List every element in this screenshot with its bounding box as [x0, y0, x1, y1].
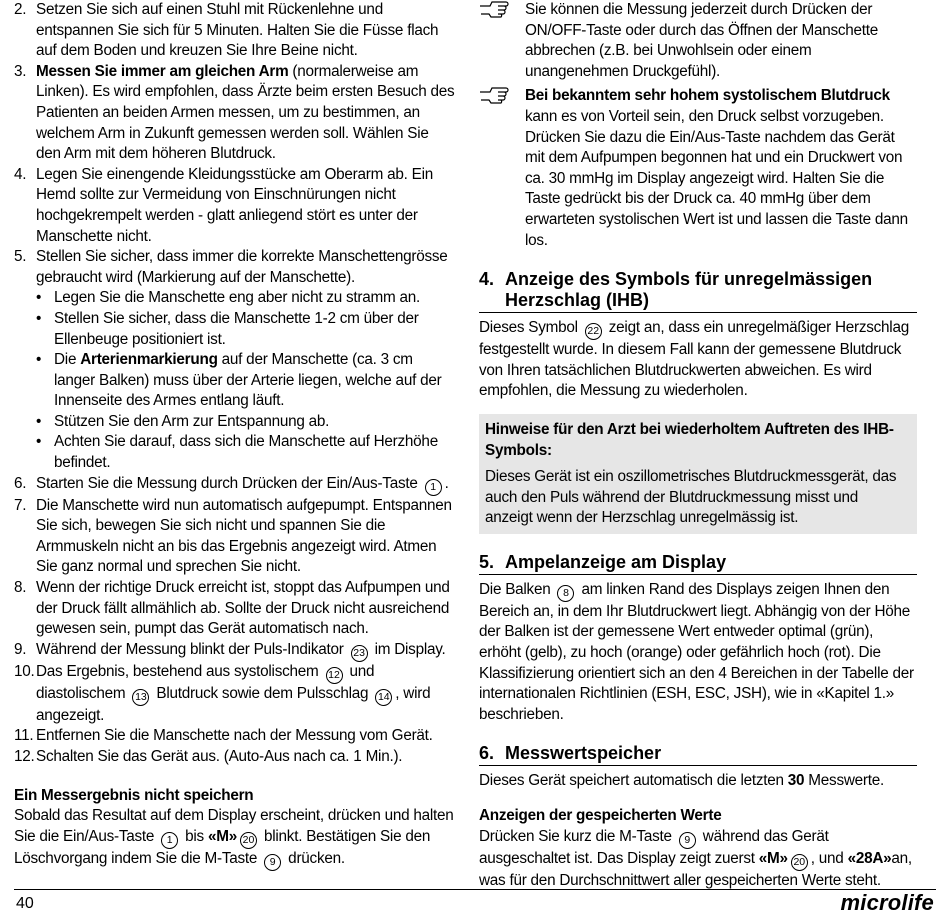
ref-number-badge: 20 [791, 854, 808, 871]
section-5-paragraph: Die Balken 8 am linken Rand des Displays zeigen Ihnen den Bereich an, in dem Ihr Blutdruckwert liegt. Abhängig von der Höhe der Balken ist der gemessene Wert entweder optimal (grün), erhöht (gelb), zu hoch (orange) oder gefährlich hoch (rot). Die Klassifizierung orientiert sich an den 4 Bereichen in der Tabelle der internationalen Richtlinien (ESH, ESC, JSH), wie in «Kapitel 1.» beschrieben. [479, 580, 914, 723]
step-7: 7. Die Manschette wird nun automatisch aufgepumpt. Entspannen Sie sich, bewegen Sie sich nicht und spannen Sie die Armmuskeln nicht an bis das Ergebnis angezeigt wird. Atmen Sie ganz normal und sprechen Sie nicht. [14, 496, 452, 576]
bullet-item: • Stützen Sie den Arm zur Entspannung ab. [14, 412, 456, 433]
section-6-heading: 6. Messwertspeicher [479, 743, 917, 766]
ref-number-badge: 9 [264, 854, 281, 871]
step-11: 11. Entfernen Sie die Manschette nach der Messung vom Gerät. [14, 727, 433, 745]
ref-number-badge: 22 [585, 323, 602, 340]
ref-number-badge: 8 [557, 585, 574, 602]
step-10: 10. Das Ergebnis, bestehend aus systolischem 12 und diastolischem 13 Blutdruck sowie dem Pulsschlag 14 , wird angezeigt. [14, 662, 431, 724]
left-column [14, 0, 456, 871]
section-5-heading: 5. Ampelanzeige am Display [479, 552, 917, 575]
ref-number-badge: 12 [326, 667, 343, 684]
step-3: 3. Messen Sie immer am gleichen Arm (normalerweise am Linken). Es wird empfohlen, dass Ärzte beim ersten Besuch des Patienten an beiden Armen messen, um zu bestimmen, an welchem Arm in Zukunft gemessen werden soll. Wählen Sie den Arm mit dem höheren Blutdruck. [14, 62, 455, 163]
step-8: 8. Wenn der richtige Druck erreicht ist, stoppt das Aufpumpen und der Druck fällt allmählich ab. Sollte der Druck nicht ausreichend gewesen sein, pumpt das Gerät automatisch nach. [14, 579, 450, 638]
step-4: 4. Legen Sie einengende Kleidungsstücke am Oberarm ab. Ein Hemd sollte zur Vermeidung von Einschnürungen nicht hochgekrempelt werden - glatt anliegend stört es unter der Manschette nicht. [14, 165, 433, 245]
footer-divider [14, 889, 936, 890]
ref-number-badge: 1 [161, 832, 178, 849]
pointing-hand-icon [479, 0, 511, 18]
bullet-item: • Stellen Sie sicher, dass die Manschette 1-2 cm über der Ellenbeuge positioniert ist. [14, 309, 456, 350]
step-12: 12. Schalten Sie das Gerät aus. (Auto-Aus nach ca. 1 Min.). [14, 748, 403, 765]
step-5: 5. Stellen Sie sicher, dass immer die korrekte Manschettengrösse gebraucht wird (Markierung auf der Manschette). [14, 248, 448, 286]
bullet-item: • Die Arterienmarkierung auf der Manschette (ca. 3 cm langer Balken) muss über der Arterie liegen, welche auf der Innenseite des Armes entlang läuft. [14, 350, 456, 412]
section-4-paragraph: Dieses Symbol 22 zeigt an, dass ein unregelmäßiger Herzschlag festgestellt wurde. In diesem Fall kann der gemessene Blutdruck von Ihren tatsächlichen Blutdruckwerten abweichen. Es wird empfohlen, die Messung zu wiederholen. [479, 319, 909, 400]
ref-number-badge: 14 [375, 689, 392, 706]
ref-number-badge: 9 [679, 832, 696, 849]
page-number: 40 [16, 895, 34, 912]
step-9: 9. Während der Messung blinkt der Puls-Indikator 23 im Display. [14, 640, 456, 662]
note-cancel: Sie können die Messung jederzeit durch Drücken der ON/OFF-Taste oder durch das Öffnen der Manschette abbrechen (z.B. bei Unwohlsein oder einem unangenehmen Druckgefühl). [479, 0, 917, 82]
step-6: 6. Starten Sie die Messung durch Drücken der Ein/Aus-Taste 1 . [14, 474, 456, 496]
bullet-item: • Achten Sie darauf, dass sich die Manschette auf Herzhöhe befindet. [14, 432, 456, 473]
ref-number-badge: 1 [425, 479, 442, 496]
doctor-hint-box: Hinweise für den Arzt bei wiederholtem Auftreten des IHB-Symbols: Dieses Gerät ist ein oszillometrisches Blutdruckmessgerät, das auch den Puls während der Blutdruckmessung misst und anzeigt wenn der Herzschlag unregelmässig ist. [479, 414, 917, 534]
pointing-hand-icon [479, 86, 511, 104]
ref-number-badge: 13 [132, 689, 149, 706]
brand-logo: microlife [840, 890, 934, 915]
note-high-pressure: Bei bekanntem sehr hohem systolischem Blutdruck kann es von Vorteil sein, den Druck selbst vorzugeben. Drücken Sie dazu die Ein/Aus-Taste nachdem das Gerät mit dem Aufpumpen begonnen hat und ein Druckwert von ca. 30 mmHg im Display angezeigt wird. Halten Sie die Taste gedrückt bis der Druck ca. 40 mmHg über dem erwarteten systolischen Wert ist und lassen die Taste dann los. [479, 86, 917, 251]
ref-number-badge: 20 [240, 832, 257, 849]
section-6-paragraph: Dieses Gerät speichert automatisch die letzten 30 Messwerte. [479, 772, 885, 790]
no-save-heading: Ein Messergebnis nicht speichern [14, 786, 254, 804]
recall-paragraph: Drücken Sie kurz die M-Taste 9 während das Gerät ausgeschaltet ist. Das Display zeigt zuerst «M» 20 , und «28A»an, was für den Durchschnittwert aller gespeicherten Werte steht. [479, 827, 912, 889]
no-save-paragraph: Sobald das Resultat auf dem Display erscheint, drücken und halten Sie die Ein/Aus-Taste 1 bis «M» 20 blinkt. Bestätigen Sie den Löschvorgang indem Sie die M-Taste 9 drücken. [14, 806, 456, 871]
recall-heading: Anzeigen der gespeicherten Werte [479, 807, 722, 825]
cuff-bullet-list [14, 288, 456, 473]
section-4-heading: 4. Anzeige des Symbols für unregelmässigen Herzschlag (IHB) [479, 269, 917, 313]
bullet-item: • Legen Sie die Manschette eng aber nicht zu stramm an. [14, 288, 456, 309]
right-column [479, 0, 917, 891]
step-2: 2. Setzen Sie sich auf einen Stuhl mit Rückenlehne und entspannen Sie sich für 5 Minuten. Halten Sie die Füsse flach auf dem Boden und kreuzen Sie Ihre Beine nicht. [14, 1, 439, 60]
ref-number-badge: 23 [351, 645, 368, 662]
